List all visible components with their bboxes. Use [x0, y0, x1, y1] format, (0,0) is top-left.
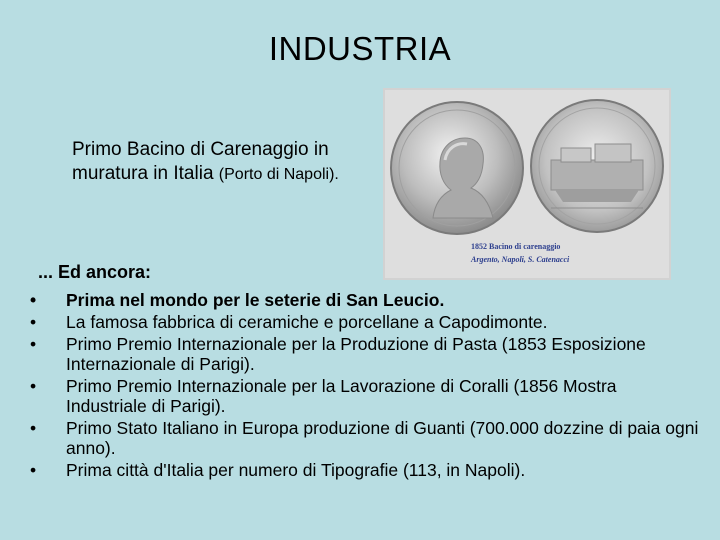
- medal-caption: [471, 240, 569, 266]
- list-item: [30, 312, 700, 332]
- bullet-icon: •: [30, 460, 37, 480]
- list-item-text: Primo Stato Italiano in Europa produzione di Guanti (700.000 dozzine di paia ogni anno).: [66, 418, 699, 458]
- bullet-list: [30, 290, 700, 482]
- list-item: [30, 460, 700, 480]
- slide-title: INDUSTRIA: [268, 30, 452, 67]
- list-item-text: La famosa fabbrica di ceramiche e porcellane a Capodimonte.: [66, 312, 548, 332]
- list-item: [30, 334, 700, 374]
- medal-reverse: [531, 100, 663, 232]
- list-item-text: Primo Premio Internazionale per la Lavorazione di Coralli (1856 Mostra Industriale di Parigi).: [66, 376, 617, 416]
- caption-line-2-small: (Porto di Napoli).: [218, 166, 339, 183]
- bullet-icon: •: [30, 290, 37, 310]
- list-item-text: Primo Premio Internazionale per la Produzione di Pasta (1853 Esposizione Internazionale di Parigi).: [66, 334, 646, 374]
- bullet-icon: •: [30, 376, 37, 396]
- bullet-icon: •: [30, 334, 37, 354]
- bullet-icon: •: [30, 418, 37, 438]
- photo-description: [72, 138, 372, 187]
- bullet-icon: •: [30, 312, 37, 332]
- caption-line-1: Primo Bacino di Carenaggio in: [72, 139, 329, 160]
- medal-obverse: [391, 102, 523, 234]
- list-item: [30, 376, 700, 416]
- list-item: [30, 290, 700, 310]
- caption-line-2: [72, 162, 372, 187]
- list-item-text: Prima nel mondo per le seterie di San Leucio.: [66, 290, 445, 310]
- medal-caption-line-1: 1852 Bacino di carenaggio: [471, 242, 561, 251]
- list-item-text: Prima città d'Italia per numero di Tipografie (113, in Napoli).: [66, 460, 526, 480]
- medal-photo: [383, 88, 671, 280]
- list-item: [30, 418, 700, 458]
- medal-caption-line-2: Argento, Napoli, S. Catenacci: [471, 255, 570, 264]
- caption-line-2-main: muratura in Italia: [72, 163, 214, 184]
- intro-text: ... Ed ancora:: [38, 262, 152, 282]
